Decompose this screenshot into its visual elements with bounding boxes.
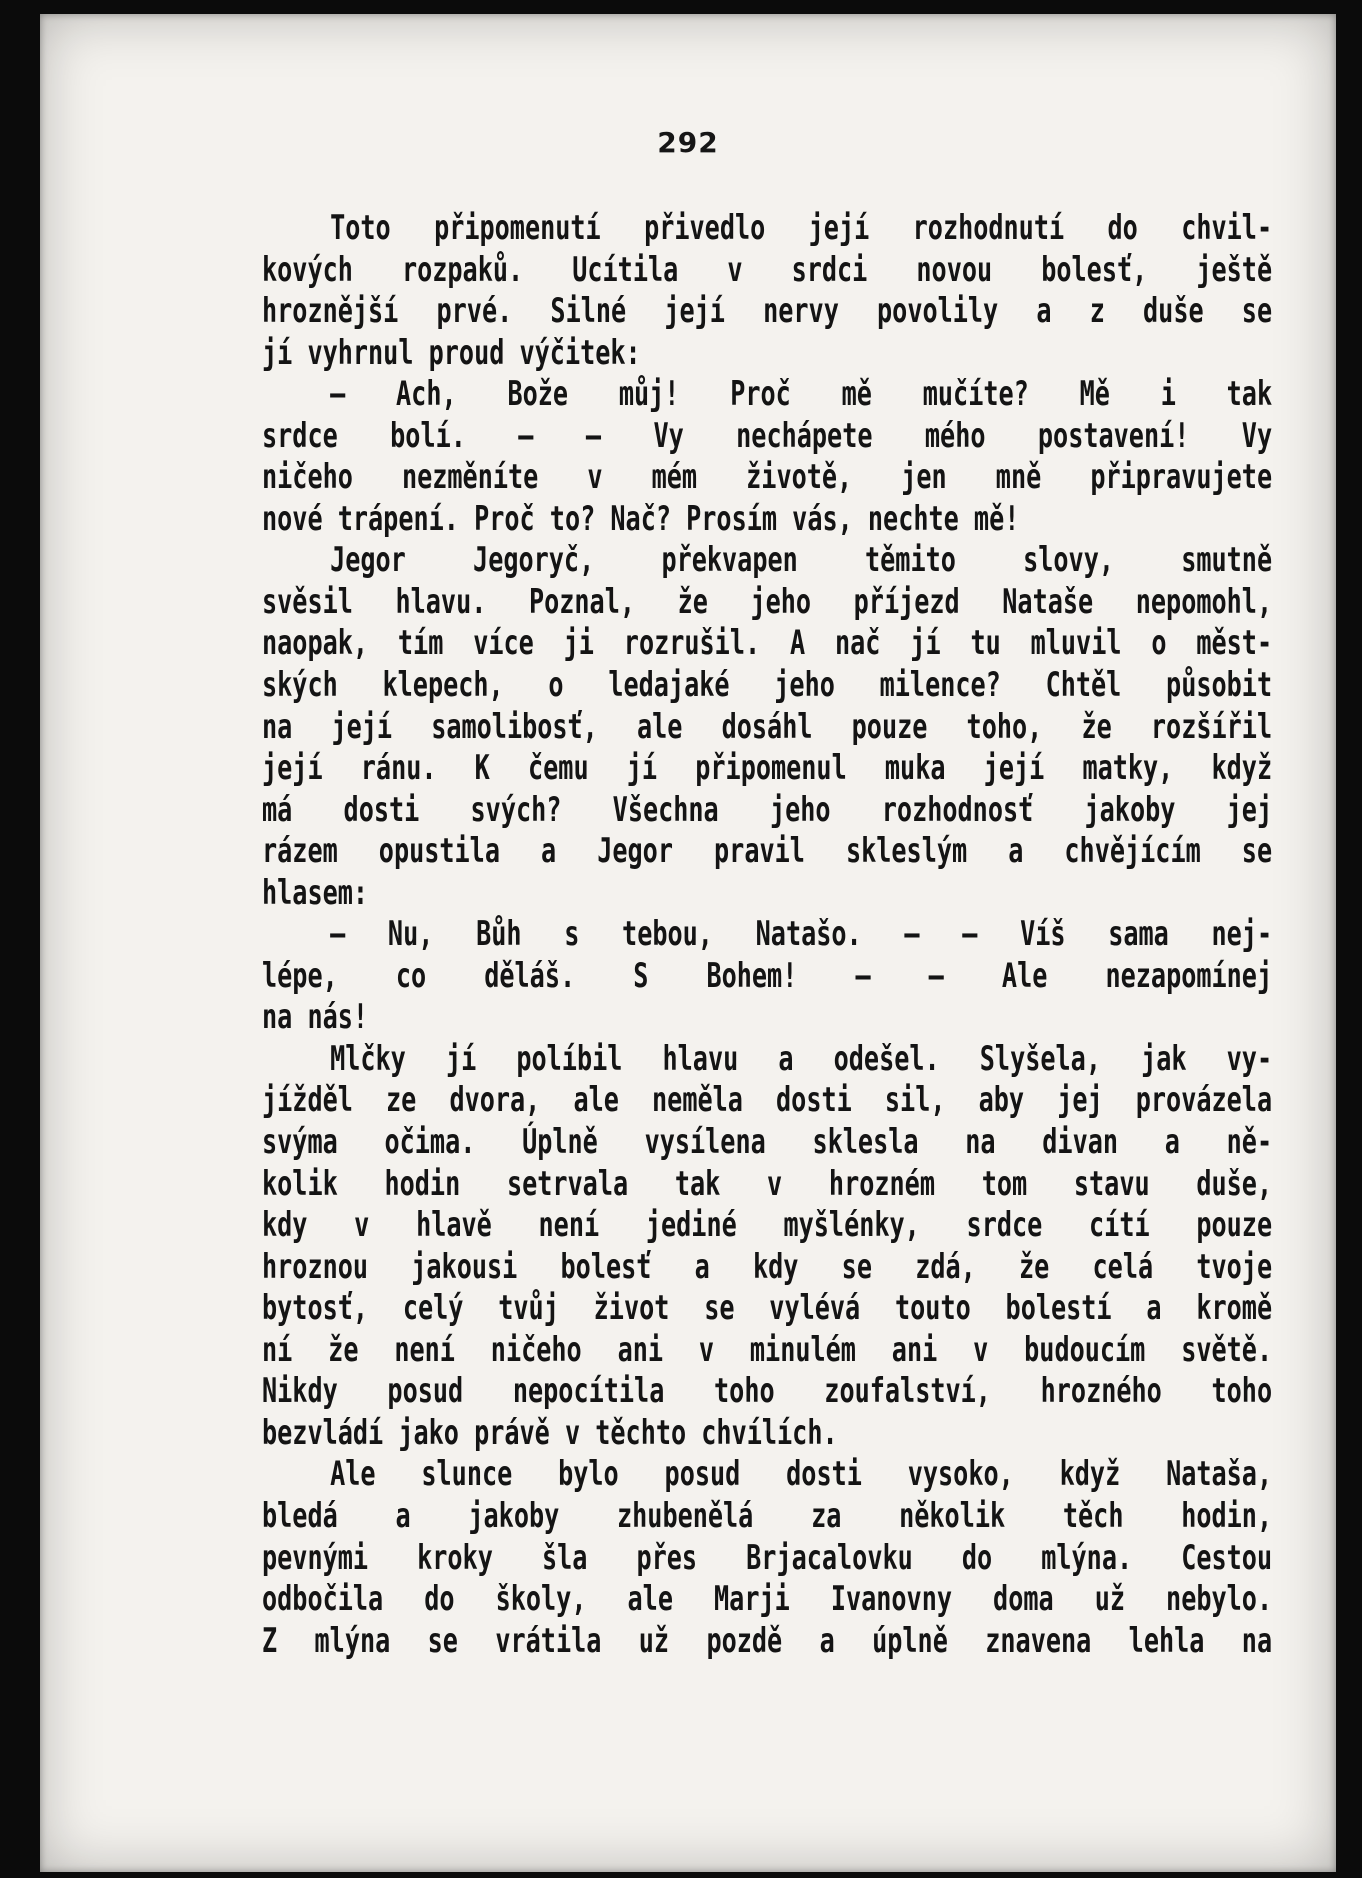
- text-line: Z mlýna se vrátila už pozdě a úplně znavena lehla na: [262, 1620, 1273, 1661]
- text-line: — Ach, Bože můj! Proč mě mučíte? Mě i tak: [330, 374, 1273, 415]
- text-line: — Nu, Bůh s tebou, Natašo. — — Víš sama nej-: [330, 914, 1273, 955]
- text-line: bezvládí jako právě v těchto chvílích.: [262, 1412, 838, 1453]
- text-line: její ránu. K čemu jí připomenul muka její matky, když: [262, 748, 1273, 789]
- text-line: odbočila do školy, ale Marji Ivanovny doma už nebylo.: [262, 1579, 1273, 1620]
- text-line: svýma očima. Úplně vysílena sklesla na divan a ně-: [262, 1122, 1273, 1163]
- text-line: ničeho nezměníte v mém životě, jen mně připravujete: [262, 457, 1273, 498]
- text-line: kdy v hlavě není jediné myšlénky, srdce cítí pouze: [262, 1205, 1273, 1246]
- text-line: jížděl ze dvora, ale neměla dosti sil, aby jej provázela: [262, 1080, 1273, 1121]
- body-text: [262, 208, 1272, 1662]
- text-line: ní že není ničeho ani v minulém ani v budoucím světě.: [262, 1329, 1273, 1370]
- text-line: hroznou jakousi bolesť a kdy se zdá, že celá tvoje: [262, 1246, 1273, 1287]
- text-line: Ale slunce bylo posud dosti vysoko, když Nataša,: [330, 1454, 1273, 1495]
- text-line: kových rozpaků. Ucítila v srdci novou bolesť, ještě: [262, 249, 1273, 290]
- text-line: jí vyhrnul proud výčitek:: [262, 332, 641, 373]
- text-line: Nikdy posud nepocítila toho zoufalství, hrozného toho: [262, 1371, 1273, 1412]
- page-number: 292: [657, 126, 719, 159]
- text-line: rázem opustila a Jegor pravil skleslým a chvějícím se: [262, 831, 1273, 872]
- text-line: lépe, co děláš. S Bohem! — — Ale nezapomínej: [262, 955, 1273, 996]
- text-line: hlasem:: [262, 872, 369, 913]
- text-line: má dosti svých? Všechna jeho rozhodnosť jakoby jej: [262, 789, 1273, 830]
- text-line: hroznější prvé. Silné její nervy povolily a z duše se: [262, 291, 1273, 332]
- text-line: Jegor Jegoryč, překvapen těmito slovy, smutně: [330, 540, 1273, 581]
- text-line: srdce bolí. — — Vy nechápete mého postavení! Vy: [262, 415, 1273, 456]
- text-line: na její samolibosť, ale dosáhl pouze toho, že rozšířil: [262, 706, 1273, 747]
- text-line: kolik hodin setrvala tak v hrozném tom stavu duše,: [262, 1163, 1273, 1204]
- text-line: ských klepech, o ledajaké jeho milence? Chtěl působit: [262, 665, 1273, 706]
- text-line: nové trápení. Proč to? Nač? Prosím vás, nechte mě!: [262, 498, 1020, 539]
- text-line: bytosť, celý tvůj život se vylévá touto bolestí a kromě: [262, 1288, 1273, 1329]
- text-line: bledá a jakoby zhubenělá za několik těch hodin,: [262, 1495, 1273, 1536]
- text-line: na nás!: [262, 997, 369, 1038]
- text-line: pevnými kroky šla přes Brjacalovku do mlýna. Cestou: [262, 1537, 1273, 1578]
- text-line: naopak, tím více ji rozrušil. A nač jí tu mluvil o měst-: [262, 623, 1273, 664]
- text-line: svěsil hlavu. Poznal, že jeho příjezd Nataše nepomohl,: [262, 581, 1273, 622]
- text-line: Toto připomenutí přivedlo její rozhodnutí do chvil-: [330, 208, 1273, 248]
- book-page: [40, 14, 1336, 1872]
- text-line: Mlčky jí políbil hlavu a odešel. Slyšela, jak vy-: [330, 1038, 1273, 1079]
